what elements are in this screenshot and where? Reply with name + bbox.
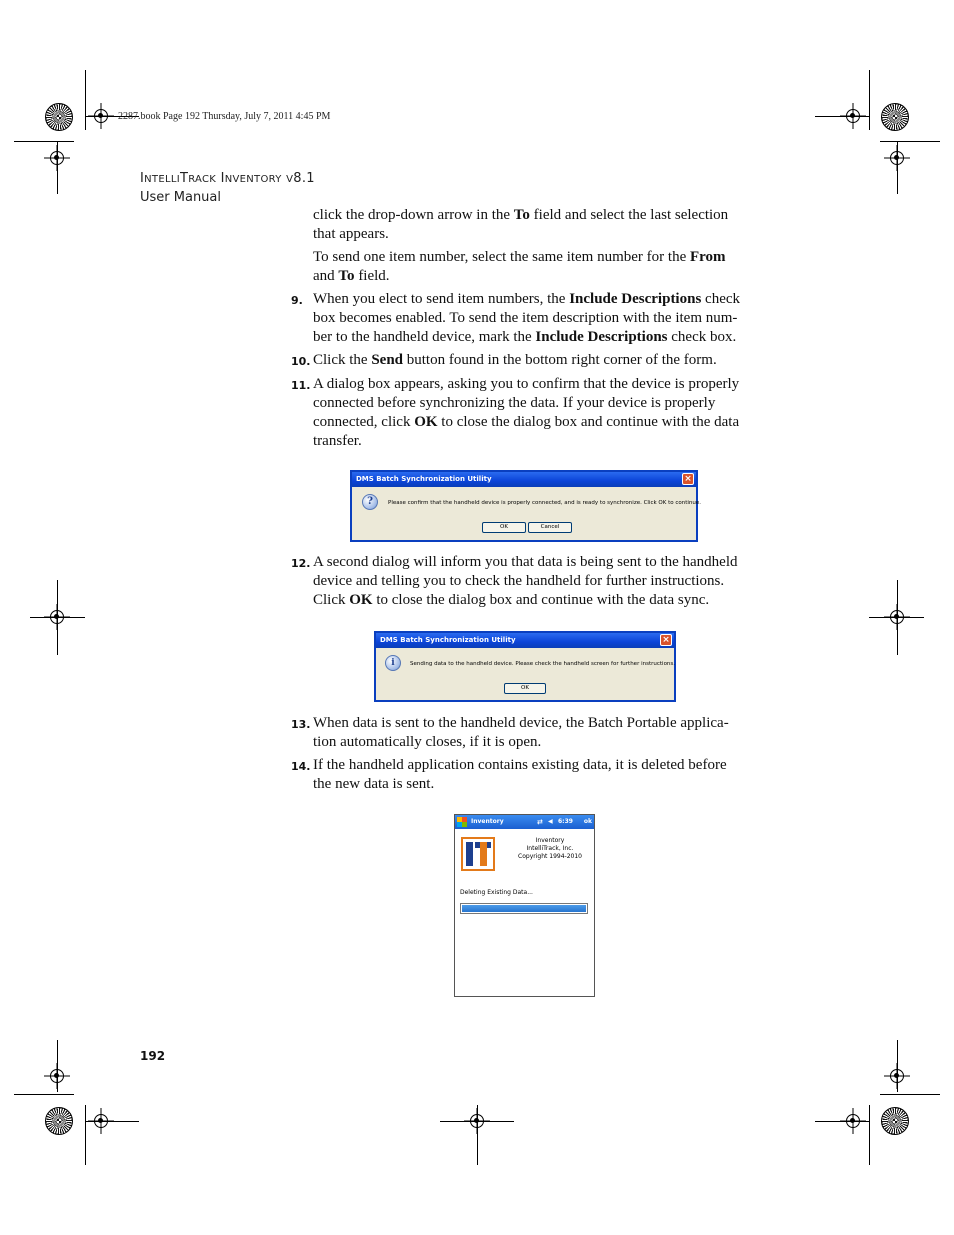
step-number: 9. — [291, 294, 303, 307]
step-11-text: A dialog box appears, asking you to confirm that the device is properly connected before synchronizing the data. If your device is properly connected, click OK to close the dialog box and continue with the data transfer. — [313, 376, 740, 449]
progress-bar — [460, 903, 588, 914]
registration-mark-icon — [846, 109, 860, 123]
running-head-title: INTELLITRACK INVENTORY V8.1 — [140, 171, 315, 186]
dialog-title: DMS Batch Synchronization Utility — [356, 475, 492, 483]
status-text: Deleting Existing Data... — [460, 889, 533, 896]
registration-mark-icon — [50, 1069, 64, 1083]
step-13-text: When data is sent to the handheld device, the Batch Portable applica- tion automatically closes, if it is open. — [313, 715, 729, 750]
step-number: 13. — [291, 718, 311, 731]
handheld-app-title: Inventory — [471, 818, 504, 825]
page-number: 192 — [140, 1049, 166, 1063]
registration-mark-icon — [50, 610, 64, 624]
intellitrack-logo — [461, 837, 495, 871]
star-target-icon — [881, 103, 909, 131]
star-target-icon — [881, 1107, 909, 1135]
close-icon[interactable]: × — [682, 473, 694, 485]
cancel-button[interactable]: Cancel — [528, 522, 572, 533]
windows-start-icon[interactable] — [457, 817, 467, 827]
about-text: Inventory IntelliTrack, Inc. Copyright 1994-2010 — [518, 837, 582, 860]
step-10-text: Click the Send button found in the bottom right corner of the form. — [313, 352, 717, 368]
ok-button[interactable]: OK — [482, 522, 526, 533]
progress-fill — [462, 905, 586, 912]
step-12-text: A second dialog will inform you that data is being sent to the handheld device and telling you to check the handheld for further instructions. Click OK to close the dialog box and continue with the data sync. — [313, 554, 738, 608]
print-slug: 2287.book Page 192 Thursday, July 7, 2011 4:45 PM — [118, 111, 331, 122]
dialog-message: Please confirm that the handheld device is properly connected, and is ready to synchronize. Click OK to continue. — [388, 500, 702, 506]
dialog-title: DMS Batch Synchronization Utility — [380, 636, 516, 644]
registration-mark-icon — [890, 1069, 904, 1083]
dialog-title-bar — [352, 472, 696, 487]
close-icon[interactable]: × — [660, 634, 672, 646]
confirm-dialog-screenshot — [350, 470, 702, 542]
step-number: 12. — [291, 557, 311, 570]
registration-mark-icon — [890, 610, 904, 624]
registration-mark-icon — [470, 1114, 484, 1128]
step-9-text: When you elect to send item numbers, the Include Descriptions check box becomes enabled. To send the item description with the item num- ber to the handheld device, mark the Include Descriptions check box. — [313, 291, 741, 345]
step-number: 14. — [291, 760, 311, 773]
question-icon: ? — [362, 494, 378, 510]
continuation-paragraph: click the drop-down arrow in the To field and select the last selection that appears. — [313, 207, 729, 242]
one-item-paragraph: To send one item number, select the same item number for the From and To field. — [313, 249, 726, 284]
info-icon: i — [385, 655, 401, 671]
ok-button[interactable]: OK — [504, 683, 546, 694]
step-14-text: If the handheld application contains existing data, it is deleted before the new data is sent. — [313, 757, 727, 792]
running-head-subtitle: User Manual — [140, 190, 222, 205]
handheld-ok-button[interactable]: ok — [583, 818, 592, 825]
handheld-screenshot — [454, 814, 595, 997]
step-number: 11. — [291, 379, 311, 392]
step-number: 10. — [291, 355, 311, 368]
handheld-title-bar — [455, 815, 594, 829]
registration-mark-icon — [94, 1114, 108, 1128]
registration-mark-icon — [50, 151, 64, 165]
sending-dialog-screenshot — [374, 631, 676, 702]
star-target-icon — [45, 103, 73, 131]
dialog-message: Sending data to the handheld device. Please check the handheld screen for further instructions. — [410, 661, 676, 667]
connectivity-icon: ⇄ — [537, 818, 543, 826]
running-head — [140, 170, 315, 207]
volume-icon: ◀ — [548, 818, 553, 825]
registration-mark-icon — [890, 151, 904, 165]
star-target-icon — [45, 1107, 73, 1135]
handheld-clock: 6:39 — [558, 818, 573, 825]
dialog-title-bar — [376, 633, 674, 648]
registration-mark-icon — [94, 109, 108, 123]
registration-mark-icon — [846, 1114, 860, 1128]
